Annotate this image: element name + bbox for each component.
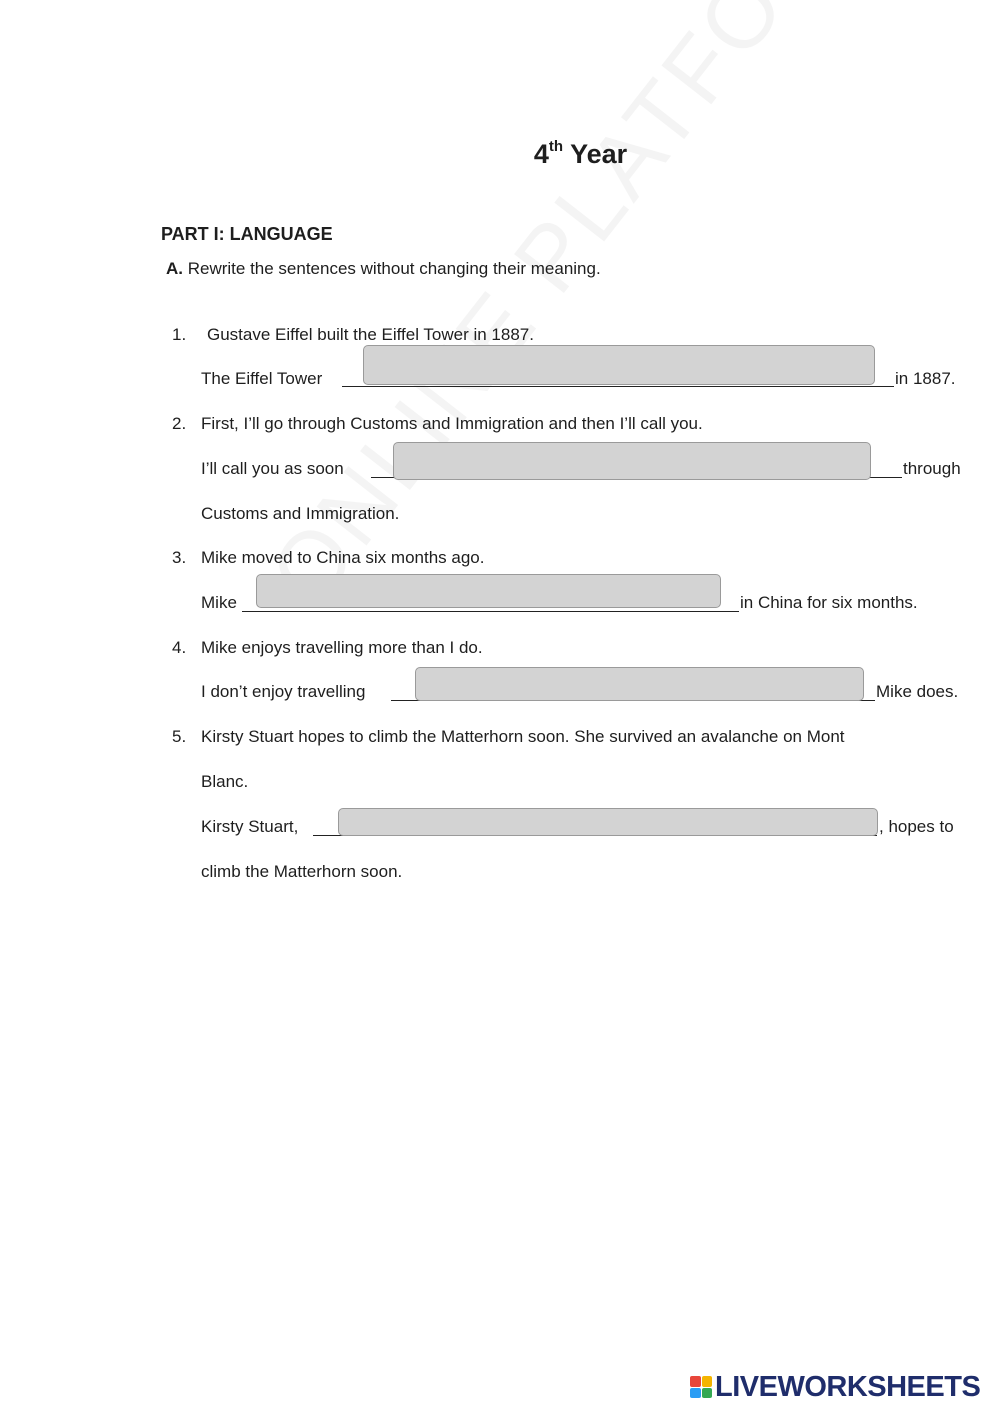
question-number: 1. (172, 325, 187, 344)
watermark (250, 0, 999, 625)
answer-input-4[interactable] (415, 667, 864, 701)
question-sentence: First, I’ll go through Customs and Immigration and then I’ll call you. (201, 414, 703, 433)
answer-continuation: Customs and Immigration. (201, 504, 400, 523)
question-sentence-continued: Blanc. (201, 772, 249, 791)
answer-input-5[interactable] (338, 808, 878, 836)
instruction: A. Rewrite the sentences without changing their meaning. (166, 259, 601, 278)
question-number: 5. (172, 727, 187, 746)
answer-continuation: climb the Matterhorn soon. (201, 862, 403, 881)
question-number: 3. (172, 548, 187, 567)
question-number: 2. (172, 414, 187, 433)
page-title: 4th Year (533, 138, 628, 169)
answer-suffix: in 1887. (895, 369, 956, 388)
answer-prefix: Kirsty Stuart, (201, 817, 299, 836)
blank-underline (342, 386, 894, 387)
part-heading: PART I: LANGUAGE (161, 224, 333, 244)
question-sentence: Mike moved to China six months ago. (201, 548, 485, 567)
answer-prefix: The Eiffel Tower (201, 369, 323, 388)
answer-input-3[interactable] (256, 574, 721, 608)
answer-input-1[interactable] (363, 345, 875, 385)
question-sentence: Mike enjoys travelling more than I do. (201, 638, 483, 657)
answer-suffix: , hopes to (879, 817, 954, 836)
liveworksheets-logo (690, 1372, 980, 1402)
answer-prefix: I don’t enjoy travelling (201, 682, 366, 701)
question-sentence: Gustave Eiffel built the Eiffel Tower in 1887. (207, 325, 534, 344)
answer-prefix: Mike (201, 593, 237, 612)
answer-suffix: in China for six months. (740, 593, 918, 612)
answer-suffix: through (903, 459, 961, 478)
logo-text: LIVEWORKSHEETS (715, 1370, 981, 1403)
question-sentence: Kirsty Stuart hopes to climb the Matterhorn soon. She survived an avalanche on Mont (201, 727, 845, 746)
answer-input-2[interactable] (393, 442, 871, 480)
blank-underline (242, 611, 739, 612)
answer-suffix: Mike does. (876, 682, 959, 701)
logo-icon (690, 1376, 712, 1398)
question-number: 4. (172, 638, 187, 657)
answer-prefix: I’ll call you as soon (201, 459, 344, 478)
